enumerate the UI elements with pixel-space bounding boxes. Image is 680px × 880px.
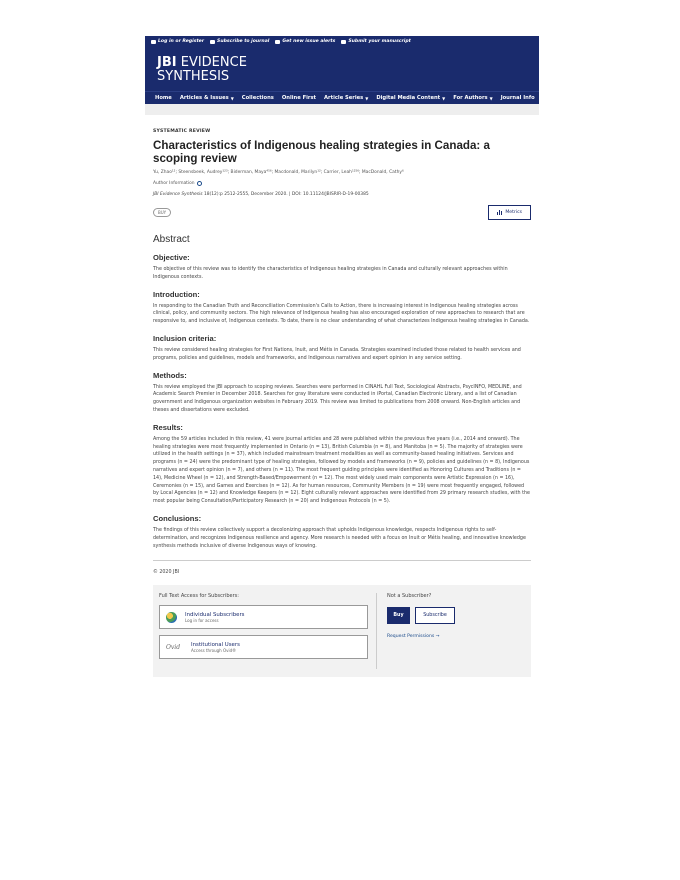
subscriber-access	[159, 593, 377, 669]
copyright: © 2020 JBI	[153, 560, 531, 575]
nav-item[interactable]	[155, 95, 172, 101]
nav-item-label: Digital Media Content	[376, 95, 441, 101]
ovid-logo: Ovid	[166, 643, 181, 651]
article-type-label: SYSTEMATIC REVIEW	[153, 129, 211, 134]
individual-subscribers-card[interactable]	[159, 605, 368, 629]
author-list[interactable]: Yu, Zhao¹²; Steensbeek, Audrey¹²³; Biderman, Maya⁴⁵⁶; Macdonald, Marilyn¹²; Carrier, Leah¹²⁵⁶; MacDonald, Cathy⁶	[153, 170, 404, 175]
main-nav	[145, 91, 539, 104]
article-title: Characteristics of Indigenous healing strategies in Canada: a scoping review	[153, 139, 490, 165]
section-text: In responding to the Canadian Truth and Reconciliation Commission's Calls to Action, there is increasing interest in Indigenous healing strategies across clinical, policy, and community sectors. The high relevance of Indigenous healing has also encouraged exploration of new approaches to research that are responsive to, and inclusive of, Indigenous contexts. To date, there is no clear understanding of what characterizes Indigenous healing strategies in Canada.	[153, 303, 530, 325]
brand-rest: EVIDENCE	[176, 55, 247, 70]
top-link-label: Submit your manuscript	[348, 39, 411, 44]
abstract-section	[153, 423, 531, 506]
nav-item[interactable]	[242, 95, 274, 101]
citation-journal: JBI Evidence Synthesis	[153, 192, 203, 197]
access-box	[153, 585, 531, 677]
chevron-down-icon: ▼	[489, 95, 493, 101]
brand-line2: SYNTHESIS	[157, 69, 230, 84]
individual-title: Individual Subscribers	[185, 611, 245, 618]
subscribe-button[interactable]: Subscribe	[415, 607, 455, 624]
chevron-down-icon: ▼	[230, 95, 234, 101]
section-heading: Inclusion criteria:	[153, 333, 217, 343]
nav-item[interactable]	[324, 95, 368, 101]
section-text: The findings of this review collectively support a decolonizing approach that upholds Indigenous knowledge, respects Indigenous rights to self-determination, and recognizes Indigenous resilience and agency. More research is needed with a focus on Inuit or Métis healing, and innovative knowledge synthesis methods inclusive of diverse Indigenous ways of knowing.	[153, 527, 526, 549]
section-text: This review considered healing strategies for First Nations, Inuit, and Métis in Canada. Strategies examined included those related to health services and programs, policies and guidelines, models and frameworks, and Indigenous narratives and expert opinion in any service setting.	[153, 347, 521, 361]
abstract-heading: Abstract	[153, 234, 190, 245]
brand-bold: JBI	[157, 55, 177, 70]
section-heading: Results:	[153, 422, 183, 432]
submit-icon	[341, 40, 346, 44]
nav-item[interactable]	[376, 95, 445, 101]
top-link[interactable]	[275, 39, 335, 44]
nav-item-label: Online First	[281, 95, 317, 101]
chevron-down-icon: ▼	[365, 95, 369, 101]
top-link[interactable]	[341, 39, 411, 44]
nav-item-label: Collections	[241, 95, 274, 101]
top-link[interactable]	[210, 39, 269, 44]
metrics-button[interactable]	[488, 205, 531, 220]
purchase-buttons	[387, 607, 525, 624]
nav-item-label: Article Series	[324, 95, 364, 101]
article-actions-row	[153, 204, 531, 220]
journal-brand[interactable]	[145, 47, 539, 91]
nav-item-label: For Authors	[453, 95, 488, 101]
top-link-label: Subscribe to journal	[217, 39, 270, 44]
globe-logo-icon	[166, 612, 177, 623]
author-info-label: Author Information	[153, 181, 195, 186]
abstract-section	[153, 290, 531, 326]
author-information-toggle[interactable]	[153, 181, 531, 186]
nav-item[interactable]	[453, 95, 492, 101]
top-link[interactable]	[151, 39, 204, 44]
institutional-sub: Access through Ovid®	[191, 647, 237, 653]
nav-item-label: Home	[155, 95, 172, 101]
section-heading: Methods:	[153, 370, 187, 380]
not-subscriber-heading: Not a Subscriber?	[387, 593, 432, 600]
abstract-section	[153, 514, 531, 550]
section-heading: Introduction:	[153, 289, 200, 299]
expand-circle-icon	[197, 181, 202, 186]
abstract-section	[153, 371, 531, 415]
page	[145, 36, 539, 677]
subscriber-access-heading: Full Text Access for Subscribers:	[159, 593, 239, 600]
section-text: The objective of this review was to identify the characteristics of Indigenous healing strategies in Canada and culturally relevant approaches within Indigenous contexts.	[153, 267, 508, 280]
abstract-section	[153, 253, 531, 282]
top-link-label: Get new issue alerts	[282, 39, 336, 44]
request-permissions-link[interactable]: Request Permissions →	[387, 634, 440, 640]
top-link-label: Log in or Register	[158, 39, 205, 44]
journal-icon	[210, 40, 215, 44]
institutional-title: Institutional Users	[191, 641, 240, 648]
citation	[153, 192, 531, 197]
non-subscriber-access	[377, 593, 525, 669]
mail-icon	[275, 40, 280, 44]
nav-item[interactable]	[180, 95, 234, 101]
citation-details[interactable]: 18(12):p 2512-2555, December 2020. | DOI: 10.11124/JBISRIR-D-19-00385	[202, 192, 369, 197]
section-heading: Conclusions:	[153, 513, 202, 523]
metrics-label: Metrics	[505, 209, 523, 215]
login-icon	[151, 40, 156, 44]
buy-pill[interactable]: BUY	[153, 208, 171, 217]
section-heading: Objective:	[153, 253, 190, 262]
bar-chart-icon	[497, 210, 502, 215]
nav-spacer	[145, 104, 539, 115]
chevron-down-icon: ▼	[442, 95, 446, 101]
article	[145, 129, 539, 575]
top-utility-bar	[145, 36, 539, 47]
nav-item[interactable]	[501, 95, 535, 101]
nav-item[interactable]	[282, 95, 316, 101]
abstract-sections	[153, 253, 531, 550]
abstract-section	[153, 334, 531, 363]
section-text: This review employed the JBI approach to scoping reviews. Searches were performed in CINAHL Full Text, Sociological Abstracts, PsycINFO, MEDLINE, and Academic Search Premier in December 2018. Searches for gray literature were conducted in iPortal, Canadian Electronic Library, and a list of Canadian government and Indigenous organization websites in February 2019. This review was limited to publications from 2008 onward. Non-English articles and theses and dissertations were excluded.	[153, 384, 522, 413]
institutional-users-card[interactable]	[159, 635, 368, 659]
nav-item-label: Journal Info	[500, 95, 535, 101]
buy-button[interactable]: Buy	[387, 607, 410, 624]
nav-item-label: Articles & Issues	[179, 95, 229, 101]
individual-sub: Log in for access	[185, 617, 219, 623]
section-text: Among the 59 articles included in this review, 41 were journal articles and 28 were published within the previous five years (i.e., 2014 and onward). The healing strategies were most frequently implemented in Ontario (n = 13), British Columbia (n = 8), and Manitoba (n = 5). The majority of strategies were utilized in the health settings (n = 37), which included mainstream treatment modalities as well as community-based healing initiatives. Services and programs (n = 24) were the predominant type of healing strategies, followed by models and frameworks (n = 9), policies and guidelines (n = 8), Indigenous narratives and expert opinion (n = 7), and others (n = 11). The most frequent guiding principles were identified as Honoring Cultures and Traditions (n = 14), Medicine Wheel (n = 12), and Strength-Based/Empowerment (n = 12). The most widely used main components were Artistic Expression (n = 16), Ceremonies (n = 15), and Games and Exercises (n = 12). As for human resources, Community Members (n = 19) were most frequently engaged, followed by Local Agencies (n = 12) and Knowledge Keepers (n = 12). Eight culturally relevant approaches were identified from 29 primary research studies, with the most popular being Consultation/Participatory Research (n = 20) and Indigenous Protocols (n = 5).	[153, 436, 530, 505]
